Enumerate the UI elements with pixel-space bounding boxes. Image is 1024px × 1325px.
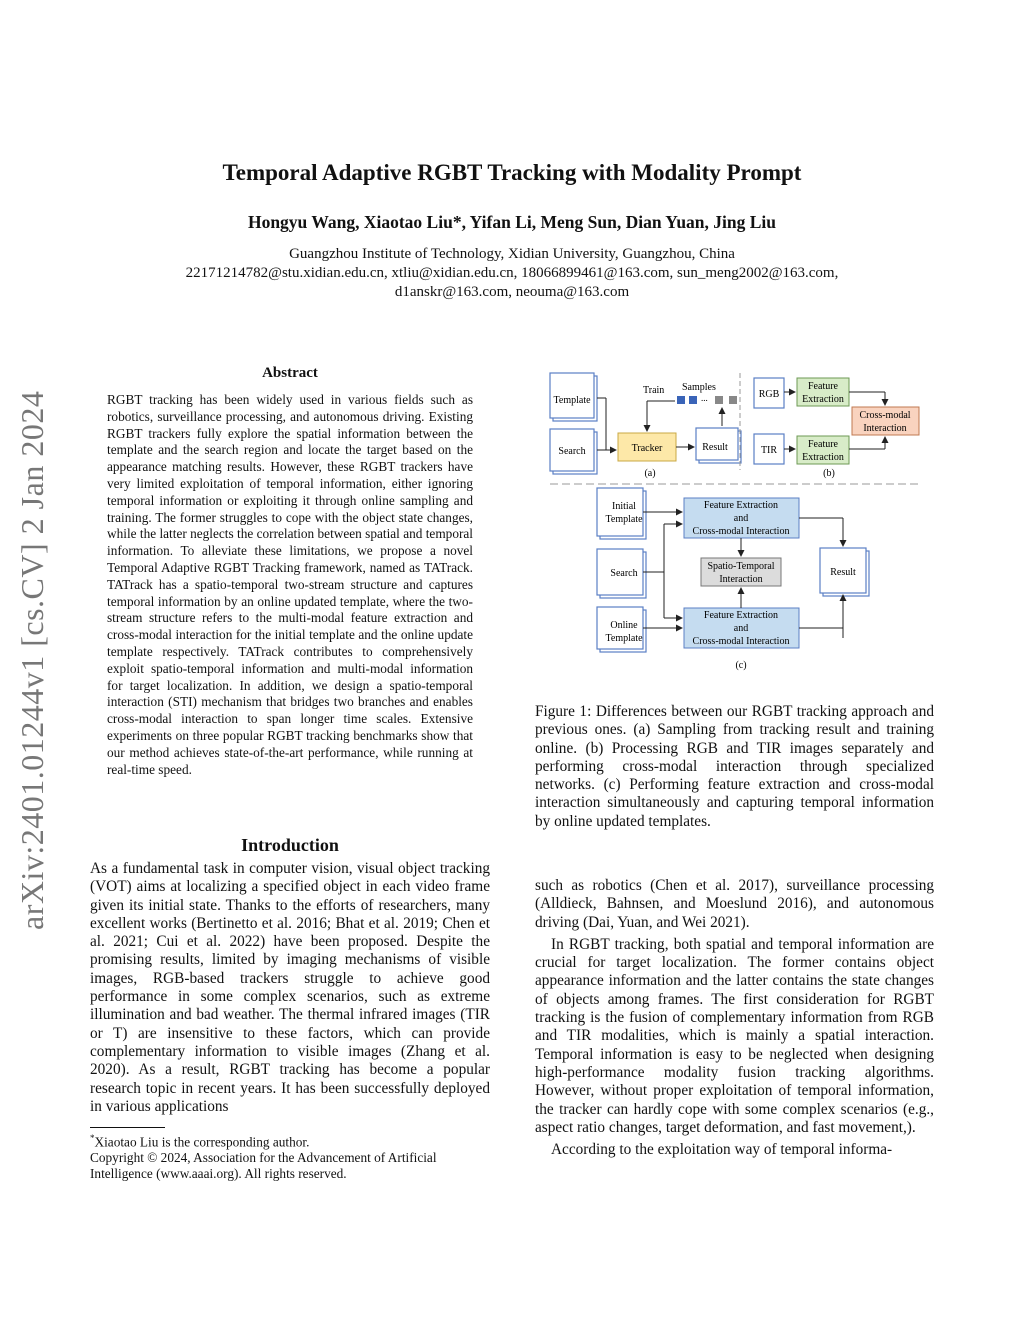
- figure-1-diagram: [540, 370, 940, 680]
- fe-cmi-bottom-label-3: Cross-modal Interaction: [692, 636, 790, 647]
- sti-label-1: Spatio-Temporal: [707, 561, 775, 572]
- tracker-label: Tracker: [631, 443, 663, 454]
- panel-b: [754, 378, 919, 479]
- online-template-label-1: Online: [610, 620, 638, 631]
- affiliation: Guangzhou Institute of Technology, Xidian University, Guangzhou, China: [289, 246, 735, 262]
- panel-b-label: (b): [823, 468, 835, 479]
- initial-template-label-2: Template: [605, 514, 643, 525]
- fe-cmi-bottom-label-2: and: [733, 623, 749, 634]
- sample-mark: [715, 396, 723, 404]
- abstract-heading: Abstract: [262, 365, 318, 381]
- search-label-a: Search: [558, 446, 586, 457]
- initial-template-box: [597, 488, 643, 536]
- intro-paragraph-1: As a fundamental task in computer vision, visual object tracking (VOT) aims at localizing a specified object in each video frame given its initial state. Thanks to the efforts of researchers, many excellent works (Bertinetto et al. 2016; Bhat et al. 2019; Chen et al. 2021; Cui et al. 2022) have been proposed. Despite the promising results, limited by imaging mechanisms of visible images, RGB-based trackers struggle to achieve good performance in some complex scenarios, such as extreme illumination and bad weather. The thermal infrared images (TIR or T) are insensitive to these factors, which can provide complementary information to visible images (Zhang et al. 2020). As a result, RGBT tracking has become a popular research topic in recent years. It has been successfully deployed in various applications: [90, 860, 490, 1115]
- sample-mark: [677, 396, 685, 404]
- emails-line-1: 22171214782@stu.xidian.edu.cn, xtliu@xidian.edu.cn, 18066899461@163.com, sun_meng2002@163.com,: [185, 265, 839, 281]
- samples-label: Samples: [682, 382, 716, 393]
- corresponding-author-note: Xiaotao Liu is the corresponding author.: [94, 1134, 310, 1150]
- fe-rgb-label-2: Extraction: [802, 394, 844, 405]
- result-label-a: Result: [702, 442, 728, 453]
- tir-label: TIR: [760, 445, 778, 456]
- introduction-heading: Introduction: [241, 835, 339, 855]
- fe-cmi-bottom-label-1: Feature Extraction: [703, 610, 779, 621]
- samples-ellipsis: ...: [701, 393, 708, 403]
- panel-c: [580, 488, 869, 671]
- online-template-label-2: Template: [605, 633, 643, 644]
- intro-paragraph-1-continued: such as robotics (Chen et al. 2017), surveillance processing (Alldieck, Bahnsen, and Moeslund 2016), and autonomous driving (Dai, Yuan, and Wei 2021).: [535, 877, 934, 931]
- author-list: Hongyu Wang, Xiaotao Liu*, Yifan Li, Meng Sun, Dian Yuan, Jing Liu: [247, 212, 777, 232]
- sample-mark: [729, 396, 737, 404]
- introduction-left-column: [90, 860, 490, 1116]
- paper-title: Temporal Adaptive RGBT Tracking with Modality Prompt: [222, 160, 802, 185]
- copyright-note: Copyright © 2024, Association for the Advancement of Artificial Intelligence (www.aaai.org). All rights reserved.: [90, 1150, 437, 1182]
- cmi-label-2: Interaction: [863, 423, 907, 434]
- initial-template-label-1: Initial: [612, 501, 636, 512]
- introduction-right-column: [535, 877, 934, 1159]
- abstract-text: RGBT tracking has been widely used in various fields such as robotics, surveillance processing, and autonomous driving. Existing RGBT trackers fully explore the spatial information between the template and the search region and locate the target based on the appearance matching results. However, these RGBT trackers have very limited exploitation of temporal information, either ignoring temporal information or exploiting it through online sampling and training. The former struggles to cope with the object state changes, while the latter neglects the correlation between spatial and temporal information. To alleviate these limitations, we propose a novel Temporal Adaptive RGBT Tracking framework, named as TATrack. TATrack has a spatio-temporal two-stream structure and captures temporal information by an online updated template, where the two-stream structure refers to the multi-modal feature extraction and cross-modal interaction for the initial template and the online update template respectively. TATrack contributes to comprehensively exploit spatio-temporal information and multi-modal information for target localization. In addition, we design a spatio-temporal interaction (STI) mechanism that bridges two branches and enables cross-modal interaction to span longer time scales. Extensive experiments on three popular RGBT tracking benchmarks show that our method achieves state-of-the-art performance, while running at real-time speed.: [107, 392, 473, 777]
- footnote: *Xiaotao Liu is the corresponding author. Copyright © 2024, Association for the Advancement of Artificial Intelligence (www.aaai.org). All rights reserved.: [90, 1130, 490, 1182]
- fe-rgb-label-1: Feature: [808, 381, 838, 392]
- fe-cmi-top-label-1: Feature Extraction: [703, 500, 779, 511]
- affiliation-block: [0, 245, 1024, 302]
- intro-paragraph-3: According to the exploitation way of temporal informa-: [551, 1141, 893, 1159]
- fe-cmi-top-label-2: and: [733, 513, 749, 524]
- sti-label-2: Interaction: [719, 574, 763, 585]
- sample-mark: [689, 396, 697, 404]
- panel-c-label: (c): [735, 660, 747, 671]
- fe-cmi-top-label-3: Cross-modal Interaction: [692, 526, 790, 537]
- footnote-rule: [90, 1127, 165, 1128]
- arxiv-stamp: arXiv:2401.01244v1 [cs.CV] 2 Jan 2024: [14, 390, 50, 930]
- train-label: Train: [643, 385, 665, 396]
- result-label-c: Result: [830, 567, 856, 578]
- search-label-c: Search: [610, 568, 638, 579]
- emails-line-2: d1anskr@163.com, neouma@163.com: [394, 284, 630, 300]
- fe-tir-label-1: Feature: [808, 439, 838, 450]
- fe-tir-label-2: Extraction: [802, 452, 844, 463]
- rgb-label: RGB: [758, 389, 780, 400]
- panel-a: [550, 373, 741, 479]
- cmi-label-1: Cross-modal: [859, 410, 911, 421]
- figure-1-caption: Figure 1: Differences between our RGBT tracking approach and previous ones. (a) Sampling from tracking result and training online. (b) Processing RGB and TIR images separately and performing cross-modal interaction through specialized networks. (c) Performing feature extraction and cross-modal interaction simultaneously and capturing temporal information by online updated templates.: [535, 703, 934, 830]
- panel-a-label: (a): [644, 468, 656, 479]
- intro-paragraph-2: In RGBT tracking, both spatial and temporal information are crucial for target localization. The former contains object appearance information and the latter contains the state changes of objects among frames. The first consideration for RGBT tracking is the fusion of complementary information from RGB and TIR modalities, which is mainly a spatial interaction. Temporal information is easy to be neglected when designing high-performance modality fusion tracking algorithms. However, without proper exploitation of temporal information, the tracker can hardly cope with some complex scenarios (e.g., aspect ratio changes, target deformation, and fast movement,).: [535, 935, 934, 1136]
- template-label-a: Template: [553, 395, 591, 406]
